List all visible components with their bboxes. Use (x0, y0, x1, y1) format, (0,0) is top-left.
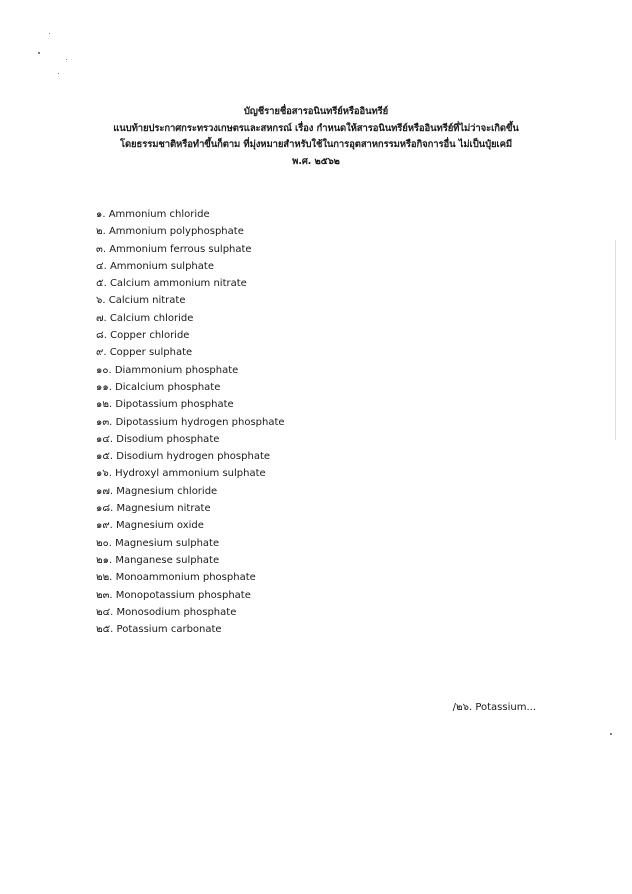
list-item (96, 396, 285, 413)
continuation-note: /๒๖. Potassium... (452, 702, 536, 713)
item-number: ๕. (96, 278, 107, 290)
item-name: Copper sulphate (109, 347, 193, 359)
item-name: Dicalcium phosphate (115, 381, 221, 393)
list-item (96, 431, 285, 448)
item-name: Magnesium chloride (116, 485, 218, 497)
list-item (96, 535, 285, 552)
item-name: Magnesium nitrate (116, 503, 211, 515)
list-item (96, 552, 285, 569)
scan-edge-line (615, 240, 616, 440)
list-item (96, 604, 285, 621)
scan-speck (38, 52, 40, 54)
item-number: ๑๘. (96, 503, 114, 515)
item-name: Monopotassium phosphate (115, 589, 251, 601)
list-item (96, 258, 285, 275)
list-item (96, 500, 285, 517)
item-number: ๙. (96, 347, 107, 359)
list-item (96, 275, 285, 292)
item-name: Ammonium ferrous sulphate (109, 243, 252, 255)
item-number: ๓. (96, 243, 107, 255)
item-name: Ammonium polyphosphate (108, 226, 244, 238)
header-year: พ.ศ. ๒๕๖๒ (292, 155, 340, 167)
scan-speck (58, 73, 59, 74)
item-name: Copper chloride (110, 330, 190, 342)
list-item (96, 483, 285, 500)
item-number: ๒๒. (96, 572, 113, 584)
scan-speck (66, 59, 67, 60)
item-number: ๑๕. (96, 451, 114, 463)
document-header (60, 104, 572, 170)
list-item (96, 310, 285, 327)
header-subtitle-line-2: โดยธรรมชาติหรือทำขึ้นก็ตาม ที่มุ่งหมายสำหรับใช้ในการอุตสาหกรรมหรือกิจการอื่น ไม่เป็นปุ๋ยเคมี (119, 139, 512, 150)
item-number: ๒๕. (96, 624, 114, 636)
item-number: ๗. (96, 312, 107, 324)
list-item (96, 292, 285, 309)
item-name: Magnesium sulphate (115, 537, 220, 549)
item-name: Ammonium chloride (108, 209, 210, 220)
item-name: Hydroxyl ammonium sulphate (115, 468, 266, 480)
list-item (96, 448, 285, 465)
list-item (96, 621, 285, 638)
item-name: Dipotassium phosphate (115, 399, 234, 411)
item-number: ๒. (96, 226, 106, 238)
item-number: ๖. (96, 295, 106, 307)
item-number: ๑๒. (96, 399, 113, 411)
item-number: ๒๐. (96, 537, 112, 549)
item-number: ๘. (96, 330, 107, 342)
item-number: ๑๐. (96, 364, 112, 376)
scan-speck (49, 33, 50, 34)
item-name: Diammonium phosphate (114, 364, 239, 376)
item-name: Potassium carbonate (116, 624, 222, 636)
header-subtitle-line-1: แนบท้ายประกาศกระทรวงเกษตรและสหกรณ์ เรื่อง กำหนดให้สารอนินทรีย์หรืออินทรีย์ที่ไม่ว่าจะเกิดขึ้น (113, 122, 519, 134)
item-name: Ammonium sulphate (109, 260, 214, 272)
item-number: ๒๑. (96, 554, 113, 566)
item-name: Calcium nitrate (108, 295, 186, 307)
substance-list (96, 206, 285, 638)
list-item (96, 587, 285, 604)
list-item (96, 223, 285, 240)
scan-speck (610, 733, 612, 735)
list-item (96, 379, 285, 396)
list-item (96, 327, 285, 344)
item-name: Monoammonium phosphate (115, 572, 256, 584)
list-item (96, 569, 285, 586)
item-number: ๔. (96, 260, 107, 272)
item-name: Dipotassium hydrogen phosphate (115, 416, 285, 428)
item-number: ๑๓. (96, 416, 113, 428)
item-number: ๑๖. (96, 468, 112, 480)
list-item (96, 517, 285, 534)
item-number: ๒๔. (96, 606, 114, 618)
item-number: ๑๗. (96, 485, 114, 497)
list-item (96, 344, 285, 361)
header-title: บัญชีรายชื่อสารอนินทรีย์หรืออินทรีย์ (243, 106, 389, 117)
item-name: Calcium ammonium nitrate (109, 278, 247, 290)
item-name: Monosodium phosphate (116, 606, 237, 618)
item-name: Calcium chloride (109, 312, 194, 324)
item-number: ๒๓. (96, 589, 113, 601)
item-name: Magnesium oxide (116, 520, 204, 532)
item-name: Manganese sulphate (115, 554, 220, 566)
item-name: Disodium phosphate (116, 433, 220, 445)
list-item (96, 465, 285, 482)
list-item (96, 362, 285, 379)
item-number: ๑๑. (96, 381, 112, 393)
item-number: ๑๙. (96, 520, 113, 532)
list-item (96, 241, 285, 258)
list-item (96, 206, 285, 223)
item-number: ๑๔. (96, 433, 114, 445)
list-item (96, 414, 285, 431)
item-number: ๑. (96, 209, 106, 220)
item-name: Disodium hydrogen phosphate (116, 451, 271, 463)
